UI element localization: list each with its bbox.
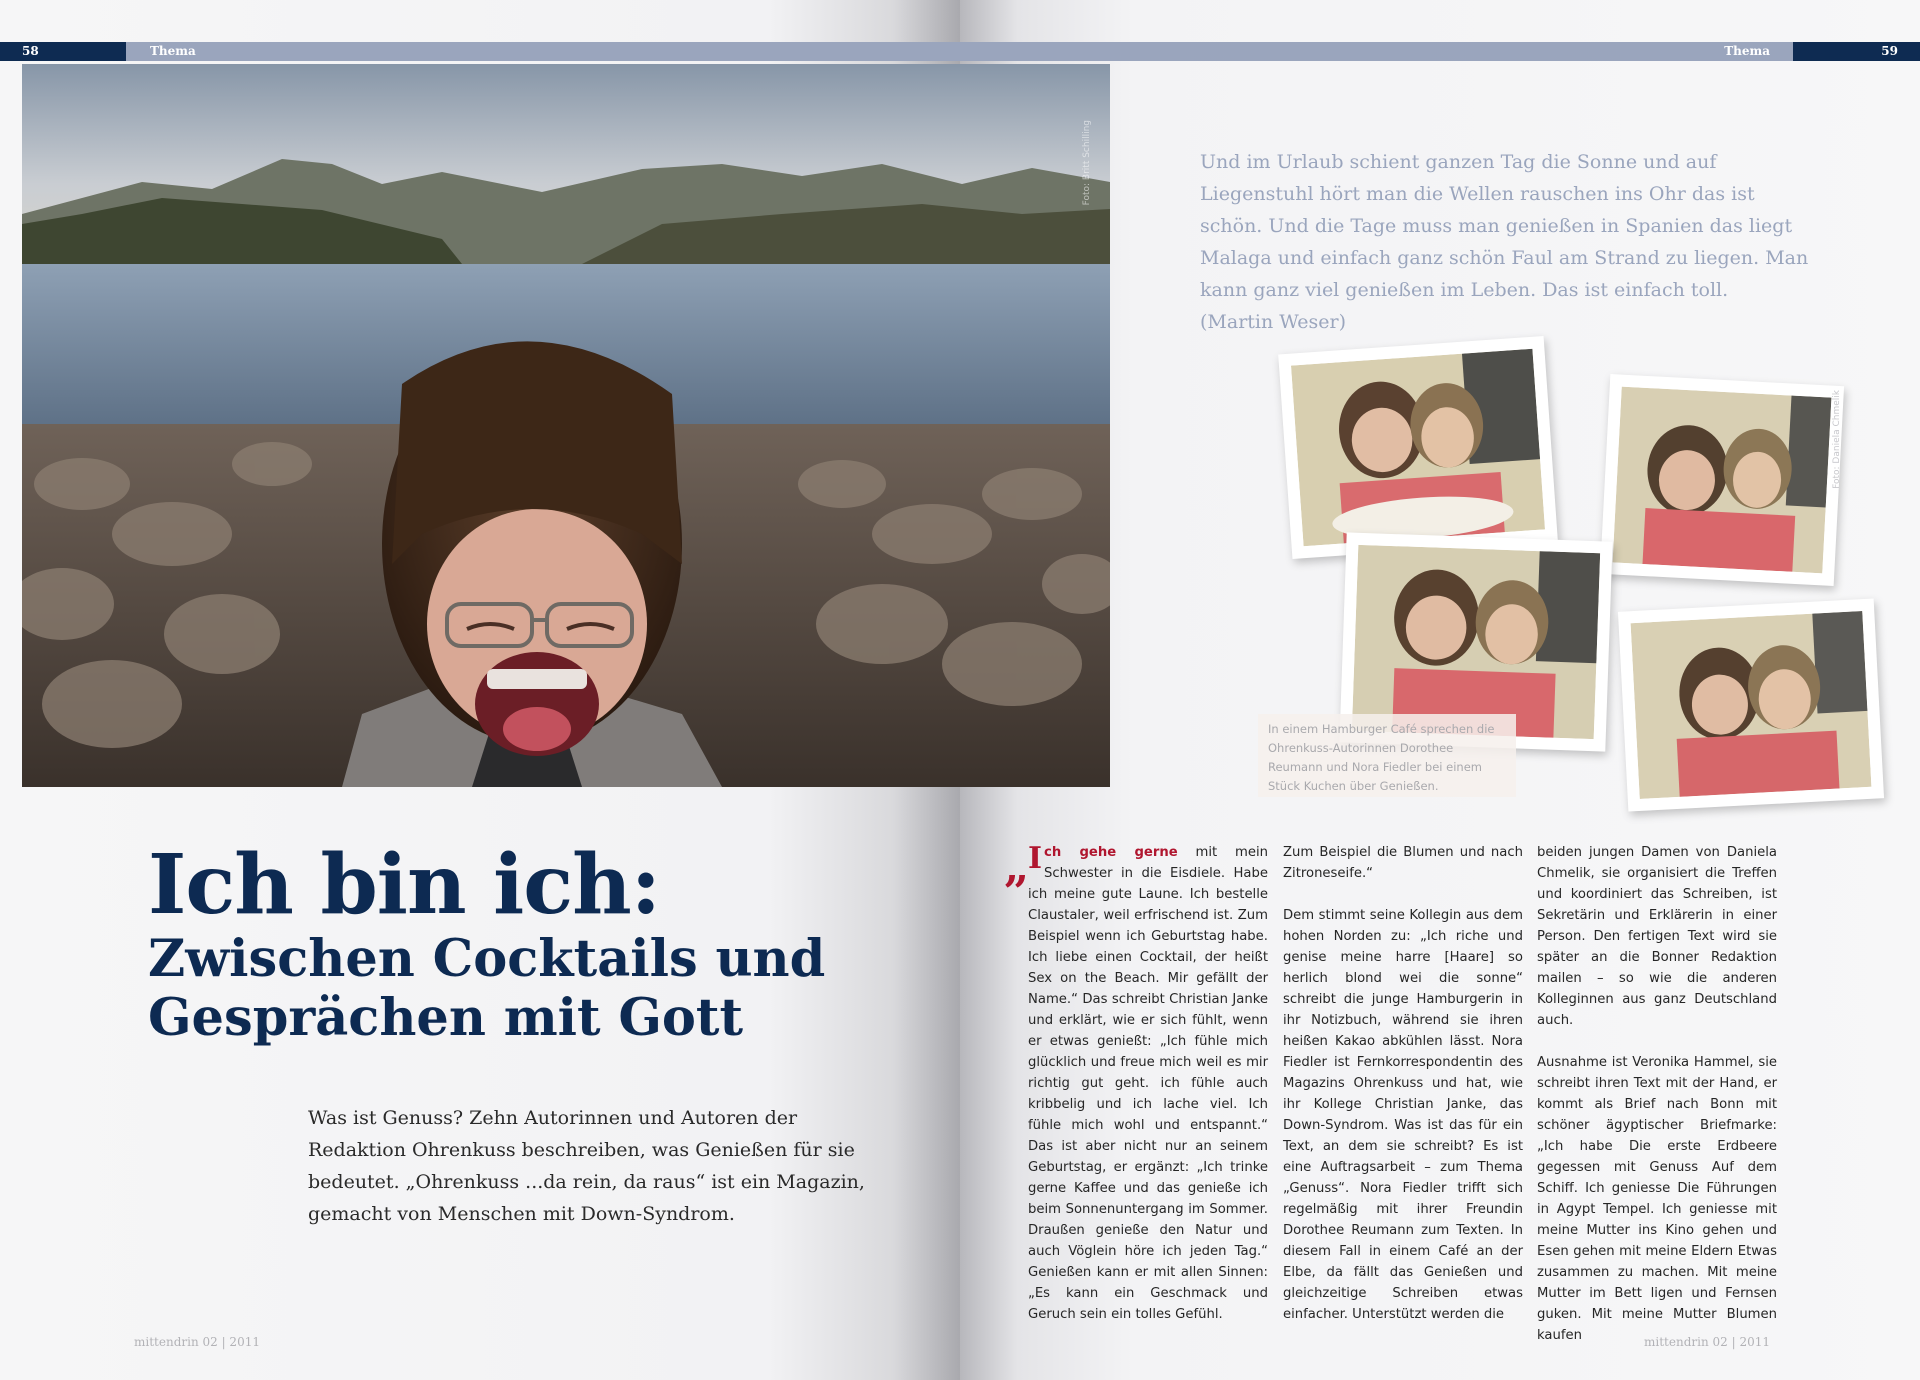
- column-2-paragraph-2: Dem stimmt seine Kollegin aus dem hohen Norden zu: „Ich riche und genise meine harre [Haare] so herlich blond wei die sonne“ schreibt die junge Hamburgerin in ihr Notizbuch, während sie ihren heißen Kakao abkühlen lässt. Nora Fiedler ist Fernkorrespondentin des Magazins Ohrenkuss und hat, wie ihr Kollege Christian Janke, das Down-Syndrom. Was ist das für ein Text, an dem sie schreibt? Es ist eine Auftragsarbeit – zum Thema „Genuss“. Nora Fiedler trifft sich regelmäßig mit ihrer Freundin Dorothee Reumann zum Texten. In diesem Fall in einem Café an der Elbe, da fällt das Genießen und gleichzeitige Schreiben etwas einfacher. Unterstützt werden die: [1283, 908, 1523, 1322]
- headline-line-3: Gesprächen mit Gott: [148, 988, 744, 1048]
- dropcap: I: [1028, 841, 1043, 876]
- quote-author: (Martin Weser): [1200, 311, 1346, 333]
- article-headline: [148, 838, 825, 1050]
- page-number-left: 58: [0, 42, 126, 61]
- column-2-paragraph-1: Zum Beispiel die Blumen und nach Zitroneseife.“: [1283, 845, 1523, 881]
- column-3-paragraph-1: beiden jungen Damen von Daniela Chmelik, sie organisiert die Treffen und koordiniert das Schreiben, ist Sekretärin und Erklärerin in einer Person. Den fertigen Text wird sie später an die Bonner Redaktion mailen – so wie die anderen Kolleginnen aus ganz Deutschland auch.: [1537, 845, 1777, 1028]
- pull-quote: [1200, 146, 1810, 338]
- polaroid-photo-4: [1618, 598, 1884, 811]
- polaroid-credit: Foto: Daniela Chmelik: [1832, 390, 1842, 489]
- article-column-3: [1537, 842, 1777, 1367]
- article-column-2: [1283, 842, 1523, 1346]
- article-column-1: [1028, 842, 1268, 1346]
- section-label-right: Thema: [1724, 44, 1770, 58]
- opening-quote-mark: „: [1004, 842, 1030, 893]
- footer-left: mittendrin 02 | 2011: [134, 1335, 260, 1349]
- section-label-left: Thema: [150, 44, 196, 58]
- headline-line-2: Zwischen Cocktails und: [148, 929, 826, 989]
- footer-right: mittendrin 02 | 2011: [1644, 1335, 1770, 1349]
- header-bar-left: [126, 42, 960, 61]
- quote-text: Und im Urlaub schient ganzen Tag die Sonne und auf Liegenstuhl hört man die Wellen rauschen ins Ohr das ist schön. Und die Tage muss man genießen in Spanien das liegt Malaga und einfach ganz schön Faul am Strand zu liegen. Man kann ganz viel genießen im Leben. Das ist einfach toll.: [1200, 151, 1809, 301]
- column-1-paragraph: [1028, 842, 1268, 1325]
- intro-paragraph: Was ist Genuss? Zehn Autorinnen und Autoren der Redaktion Ohrenkuss beschreiben, was Genießen für sie bedeutet. „Ohrenkuss ...da rein, da raus“ ist ein Magazin, gemacht von Menschen mit Down-Syndrom.: [308, 1107, 865, 1225]
- lead-in: ch gehe gerne: [1044, 845, 1178, 860]
- headline-line-1: Ich bin ich:: [148, 837, 661, 933]
- photo-caption: In einem Hamburger Café sprechen die Ohrenkuss-Autorinnen Dorothee Reumann und Nora Fiedler bei einem Stück Kuchen über Genießen.: [1258, 714, 1516, 797]
- page-number-right: 59: [1793, 42, 1920, 61]
- polaroid-photo-2: [1600, 374, 1844, 586]
- main-photo: [22, 64, 1110, 787]
- header-bar-right: [960, 42, 1793, 61]
- column-1-text: mit mein Schwester in die Eisdiele. Habe ich meine gute Laune. Ich bestelle Claustaler, weil erfrischend ist. Zum Beispiel wenn ich Geburtstag habe. Ich liebe einen Cocktail, der heißt Sex on the Beach. Mir gefällt der Name.“ Das schreibt Christian Janke und erklärt, wie er sich fühlt, wenn er etwas genießt: „Ich fühle mich glücklich und freue mich weil es mir richtig gut geht. ich fühle auch kribbelig und ich lache viel. Ich fühle mich wohl und entspannt.“ Das ist aber nicht nur an seinem Geburtstag, er ergänzt: „Ich trinke gerne Kaffee und das genieße ich beim Sonnenuntergang im Sommer. Draußen genieße den Natur und auch Vöglein höre ich jeden Tag.“ Genießen kann er mit allen Sinnen: „Es kann ein Geschmack und Geruch sein ein tolles Gefühl.: [1028, 845, 1269, 1322]
- column-3-paragraph-2: Ausnahme ist Veronika Hammel, sie schreibt ihren Text mit der Hand, er kommt als Brief nach Bonn mit schöner ägyptischer Briefmarke: „Ich habe Die erste Erdbeere gegessen mit Genuss Auf dem Schiff. Ich geniesse Die Führungen in Agypt Tempel. Ich geniesse mit meine Mutter ins Kino gehen und Esen gehen mit meine Eldern Etwas zusammen zu machen. Mit meine Mutter im Bett ligen und Fernsen guken. Mit meine Mutter Blumen kaufen: [1537, 1055, 1777, 1343]
- polaroid-photo-1: [1278, 336, 1558, 559]
- photo-credit: Foto: Britt Schilling: [1082, 120, 1092, 206]
